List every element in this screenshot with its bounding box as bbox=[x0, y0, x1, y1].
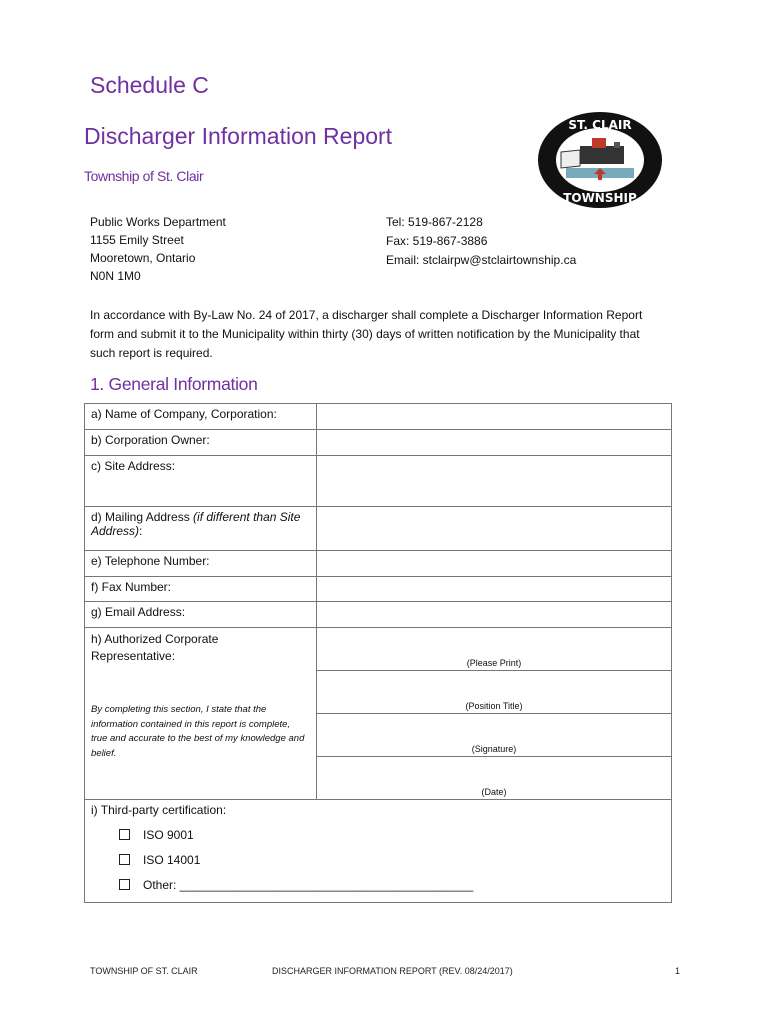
checkbox-icon[interactable] bbox=[119, 879, 130, 890]
telephone-label: e) Telephone Number: bbox=[85, 551, 317, 577]
other-option[interactable] bbox=[119, 873, 665, 898]
mailing-label-text: d) Mailing Address bbox=[91, 510, 194, 524]
site-address-field[interactable] bbox=[317, 456, 672, 507]
certification-statement: By completing this section, I state that the information contained in this report is complete, true and accurate to the best of my knowledge and belief. bbox=[91, 704, 305, 759]
address-line: Mooretown, Ontario bbox=[90, 251, 196, 265]
section-heading: 1. General Information bbox=[90, 374, 258, 394]
certification-cell bbox=[85, 800, 672, 903]
page-subtitle: Township of St. Clair bbox=[84, 168, 204, 184]
representative-fields bbox=[317, 628, 672, 800]
representative-label-cell bbox=[85, 628, 317, 800]
footer-middle: DISCHARGER INFORMATION REPORT (REV. 08/24/2017) bbox=[272, 966, 513, 976]
address-line: N0N 1M0 bbox=[90, 269, 141, 283]
address-line: 1155 Emily Street bbox=[90, 233, 184, 247]
certification-options bbox=[91, 823, 665, 898]
logo-top-text: ST. CLAIR bbox=[568, 118, 632, 132]
checkbox-icon[interactable] bbox=[119, 829, 130, 840]
date-field[interactable] bbox=[317, 757, 671, 799]
schedule-label: Schedule C bbox=[90, 72, 209, 98]
footer-left: TOWNSHIP OF ST. CLAIR bbox=[90, 966, 198, 976]
mailing-colon: : bbox=[139, 524, 143, 538]
representative-label: h) Authorized Corporate Representative: bbox=[91, 632, 219, 663]
position-title-field[interactable] bbox=[317, 671, 671, 714]
signature-caption: (Signature) bbox=[471, 744, 517, 754]
telephone-field[interactable] bbox=[317, 551, 672, 577]
company-field[interactable] bbox=[317, 404, 672, 430]
contact-block bbox=[386, 213, 576, 270]
email-field[interactable] bbox=[317, 602, 672, 628]
township-seal-icon bbox=[536, 110, 664, 210]
iso-9001-option[interactable] bbox=[119, 823, 665, 848]
certification-label: i) Third-party certification: bbox=[91, 803, 227, 817]
address-block bbox=[90, 213, 226, 285]
signature-field[interactable] bbox=[317, 714, 671, 757]
iso-14001-option[interactable] bbox=[119, 848, 665, 873]
page-number: 1 bbox=[675, 966, 681, 976]
position-title-caption: (Position Title) bbox=[465, 701, 523, 711]
logo-bottom-text: TOWNSHIP bbox=[563, 191, 637, 205]
mailing-note: (if different than Site Address) bbox=[91, 510, 301, 538]
general-info-table bbox=[84, 403, 672, 903]
mailing-address-label bbox=[85, 507, 317, 551]
fax-label: f) Fax Number: bbox=[85, 577, 317, 602]
owner-field[interactable] bbox=[317, 430, 672, 456]
fax-text: Fax: 519-867-3886 bbox=[386, 234, 488, 248]
intro-paragraph: In accordance with By-Law No. 24 of 2017, a discharger shall complete a Discharger Information Report form and submit it to the Municipality within thirty (30) days of written notification by the Municipality that such report is required. bbox=[90, 308, 643, 360]
tel-text: Tel: 519-867-2128 bbox=[386, 215, 483, 229]
other-label: Other: ____________________________________________ bbox=[143, 878, 474, 892]
print-name-field[interactable] bbox=[317, 628, 671, 671]
print-name-caption: (Please Print) bbox=[466, 658, 522, 668]
site-address-label: c) Site Address: bbox=[85, 456, 317, 507]
mailing-address-field[interactable] bbox=[317, 507, 672, 551]
page-title: Discharger Information Report bbox=[84, 123, 393, 149]
fax-field[interactable] bbox=[317, 577, 672, 602]
owner-label: b) Corporation Owner: bbox=[85, 430, 317, 456]
company-label: a) Name of Company, Corporation: bbox=[85, 404, 317, 430]
email-text: Email: stclairpw@stclairtownship.ca bbox=[386, 253, 577, 267]
email-label: g) Email Address: bbox=[85, 602, 317, 628]
iso-14001-label: ISO 14001 bbox=[143, 853, 201, 867]
address-line: Public Works Department bbox=[90, 215, 226, 229]
date-caption: (Date) bbox=[481, 787, 507, 797]
checkbox-icon[interactable] bbox=[119, 854, 130, 865]
iso-9001-label: ISO 9001 bbox=[143, 828, 194, 842]
